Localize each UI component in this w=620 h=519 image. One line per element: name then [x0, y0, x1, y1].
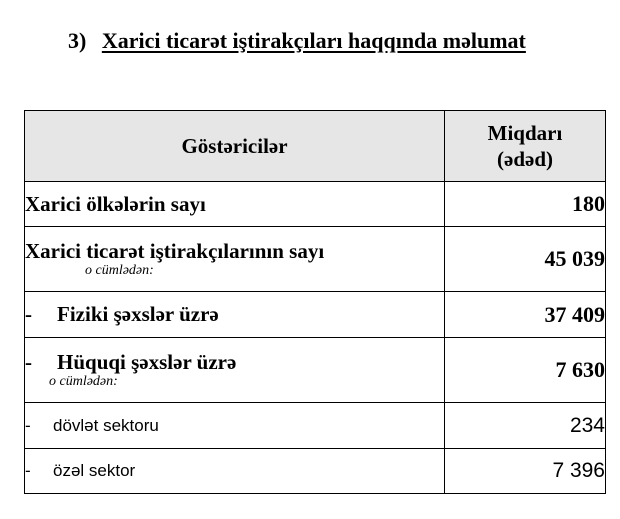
table-row	[25, 227, 606, 292]
row-dash: -	[25, 415, 31, 435]
row-dash: -	[25, 302, 32, 326]
row-sublabel: o cümlədən:	[49, 374, 118, 389]
row-value: 45 039	[445, 227, 606, 292]
participants-table	[24, 110, 606, 494]
header-quantity	[445, 111, 606, 182]
row-value: 7 396	[445, 449, 606, 494]
section-title: Xarici ticarət iştirakçıları haqqında məlumat	[101, 28, 526, 53]
row-label-cell	[25, 338, 445, 403]
table-row	[25, 338, 606, 403]
section-number: 3)	[68, 28, 87, 53]
row-label-cell	[25, 227, 445, 292]
section-heading	[68, 28, 526, 54]
row-value: 37 409	[445, 292, 606, 338]
row-label: Xarici ticarət iştirakçılarının sayı	[25, 239, 325, 263]
row-value: 234	[445, 403, 606, 449]
table-row	[25, 292, 606, 338]
row-value: 7 630	[445, 338, 606, 403]
row-dash: -	[25, 461, 31, 480]
row-label: özəl sektor	[53, 461, 136, 480]
table-row	[25, 182, 606, 227]
table-header-row	[25, 111, 606, 182]
row-sublabel: o cümlədən:	[85, 263, 154, 278]
row-label-cell	[25, 292, 445, 338]
table-row	[25, 403, 606, 449]
row-value: 180	[445, 182, 606, 227]
row-label-cell	[25, 403, 445, 449]
header-quantity-unit: (ədəd)	[497, 147, 553, 171]
table-row	[25, 449, 606, 494]
row-label: Hüquqi şəxslər üzrə	[57, 350, 237, 374]
row-label: dövlət sektoru	[53, 415, 159, 435]
header-indicators: Göstəricilər	[25, 111, 445, 182]
header-quantity-label: Miqdarı	[487, 121, 563, 145]
row-label-cell	[25, 449, 445, 494]
row-label: Xarici ölkələrin sayı	[25, 182, 445, 227]
row-dash: -	[25, 350, 32, 374]
row-label: Fiziki şəxslər üzrə	[57, 302, 219, 326]
